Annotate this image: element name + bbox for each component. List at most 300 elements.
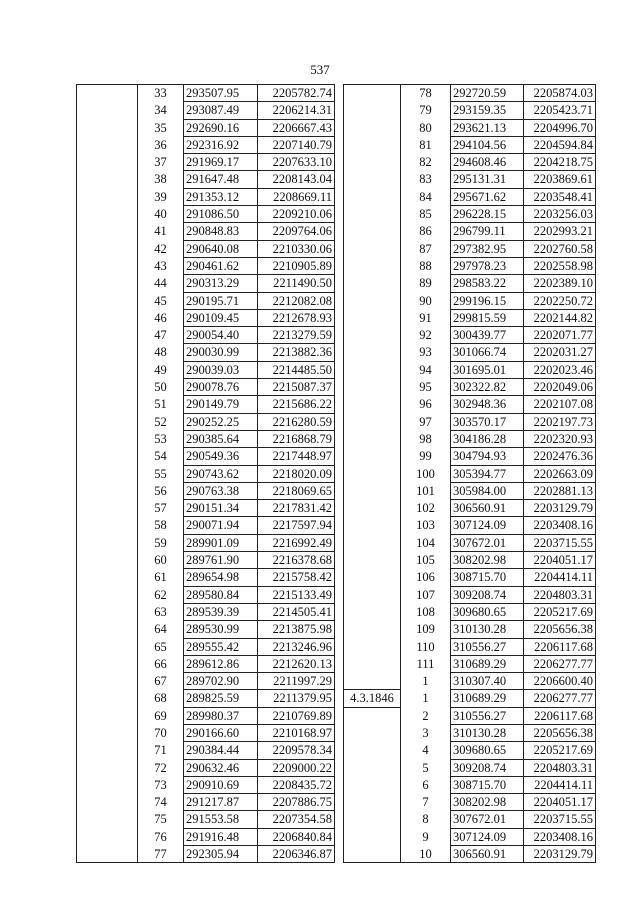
section-cell (77, 292, 138, 309)
point-number-cell: 39 (138, 188, 184, 205)
y-coordinate-cell: 2204996.70 (524, 119, 596, 136)
section-cell (344, 85, 401, 102)
point-number-cell: 2 (401, 707, 451, 724)
y-coordinate-cell: 2207354.58 (258, 811, 335, 828)
y-coordinate-cell: 2202476.36 (524, 448, 596, 465)
x-coordinate-cell: 290149.79 (184, 396, 258, 413)
table-row (77, 361, 335, 378)
y-coordinate-cell: 2217597.94 (258, 517, 335, 534)
x-coordinate-cell: 310689.29 (451, 655, 524, 672)
y-coordinate-cell: 2218020.09 (258, 465, 335, 482)
table-row (77, 223, 335, 240)
x-coordinate-cell: 295671.62 (451, 188, 524, 205)
table-row (344, 240, 596, 257)
table-row (344, 552, 596, 569)
x-coordinate-cell: 291916.48 (184, 828, 258, 845)
section-cell (344, 776, 401, 793)
section-cell (344, 136, 401, 153)
y-coordinate-cell: 2210330.06 (258, 240, 335, 257)
section-cell (77, 534, 138, 551)
point-number-cell: 67 (138, 673, 184, 690)
section-cell (77, 257, 138, 274)
section-cell (77, 136, 138, 153)
y-coordinate-cell: 2203129.79 (524, 500, 596, 517)
table-row (77, 586, 335, 603)
section-cell (77, 379, 138, 396)
point-number-cell: 107 (401, 586, 451, 603)
section-cell (77, 794, 138, 811)
table-row (77, 465, 335, 482)
table-row (344, 759, 596, 776)
y-coordinate-cell: 2206667.43 (258, 119, 335, 136)
point-number-cell: 103 (401, 517, 451, 534)
x-coordinate-cell: 290640.08 (184, 240, 258, 257)
table-row (77, 517, 335, 534)
table-row (344, 292, 596, 309)
section-cell (344, 673, 401, 690)
section-cell (344, 846, 401, 863)
section-cell (344, 586, 401, 603)
table-row (77, 136, 335, 153)
x-coordinate-cell: 310130.28 (451, 724, 524, 741)
section-cell (77, 413, 138, 430)
section-cell (344, 500, 401, 517)
table-row (344, 742, 596, 759)
y-coordinate-cell: 2216280.59 (258, 413, 335, 430)
point-number-cell: 64 (138, 621, 184, 638)
y-coordinate-cell: 2202071.77 (524, 327, 596, 344)
point-number-cell: 60 (138, 552, 184, 569)
x-coordinate-cell: 292690.16 (184, 119, 258, 136)
table-row (77, 430, 335, 447)
table-row (77, 396, 335, 413)
section-cell (344, 292, 401, 309)
y-coordinate-cell: 2204803.31 (524, 759, 596, 776)
section-cell (77, 154, 138, 171)
y-coordinate-cell: 2211997.29 (258, 673, 335, 690)
x-coordinate-cell: 310130.28 (451, 621, 524, 638)
x-coordinate-cell: 289825.59 (184, 690, 258, 707)
y-coordinate-cell: 2214505.41 (258, 603, 335, 620)
y-coordinate-cell: 2204594.84 (524, 136, 596, 153)
section-cell (344, 154, 401, 171)
section-cell (77, 206, 138, 223)
point-number-cell: 54 (138, 448, 184, 465)
y-coordinate-cell: 2209000.22 (258, 759, 335, 776)
section-cell (344, 794, 401, 811)
section-cell (77, 603, 138, 620)
y-coordinate-cell: 2207633.10 (258, 154, 335, 171)
table-row (344, 586, 596, 603)
x-coordinate-cell: 306560.91 (451, 500, 524, 517)
x-coordinate-cell: 289761.90 (184, 552, 258, 569)
y-coordinate-cell: 2212082.08 (258, 292, 335, 309)
point-number-cell: 101 (401, 482, 451, 499)
y-coordinate-cell: 2205874.03 (524, 85, 596, 102)
y-coordinate-cell: 2210769.89 (258, 707, 335, 724)
x-coordinate-cell: 309208.74 (451, 586, 524, 603)
y-coordinate-cell: 2203408.16 (524, 517, 596, 534)
section-cell (77, 742, 138, 759)
point-number-cell: 49 (138, 361, 184, 378)
section-cell (77, 240, 138, 257)
point-number-cell: 63 (138, 603, 184, 620)
table-row (344, 846, 596, 863)
page-number: 537 (310, 62, 330, 77)
section-cell (344, 465, 401, 482)
point-number-cell: 53 (138, 430, 184, 447)
y-coordinate-cell: 2212678.93 (258, 309, 335, 326)
y-coordinate-cell: 2202320.93 (524, 430, 596, 447)
section-cell (344, 413, 401, 430)
point-number-cell: 69 (138, 707, 184, 724)
x-coordinate-cell: 303570.17 (451, 413, 524, 430)
table-row (344, 534, 596, 551)
section-cell (77, 724, 138, 741)
x-coordinate-cell: 307124.09 (451, 517, 524, 534)
point-number-cell: 3 (401, 724, 451, 741)
x-coordinate-cell: 291647.48 (184, 171, 258, 188)
table-row (344, 655, 596, 672)
table-row (344, 707, 596, 724)
y-coordinate-cell: 2216378.68 (258, 552, 335, 569)
point-number-cell: 96 (401, 396, 451, 413)
section-cell (77, 344, 138, 361)
table-row (77, 309, 335, 326)
point-number-cell: 37 (138, 154, 184, 171)
x-coordinate-cell: 293087.49 (184, 102, 258, 119)
table-row (344, 638, 596, 655)
table-row (344, 102, 596, 119)
section-cell (77, 759, 138, 776)
section-cell (344, 621, 401, 638)
y-coordinate-cell: 2214485.50 (258, 361, 335, 378)
x-coordinate-cell: 307672.01 (451, 534, 524, 551)
x-coordinate-cell: 290461.62 (184, 257, 258, 274)
x-coordinate-cell: 290910.69 (184, 776, 258, 793)
x-coordinate-cell: 307672.01 (451, 811, 524, 828)
table-row (77, 828, 335, 845)
y-coordinate-cell: 2204414.11 (524, 569, 596, 586)
point-number-cell: 105 (401, 552, 451, 569)
table-row (77, 673, 335, 690)
y-coordinate-cell: 2204414.11 (524, 776, 596, 793)
table-row (77, 811, 335, 828)
table-row (344, 206, 596, 223)
y-coordinate-cell: 2208435.72 (258, 776, 335, 793)
point-number-cell: 45 (138, 292, 184, 309)
x-coordinate-cell: 299196.15 (451, 292, 524, 309)
point-number-cell: 110 (401, 638, 451, 655)
table-row (77, 776, 335, 793)
point-number-cell: 50 (138, 379, 184, 396)
table-row (77, 171, 335, 188)
table-row (344, 327, 596, 344)
x-coordinate-cell: 292720.59 (451, 85, 524, 102)
section-cell (77, 171, 138, 188)
section-cell (77, 846, 138, 863)
y-coordinate-cell: 2206277.77 (524, 655, 596, 672)
x-coordinate-cell: 290039.03 (184, 361, 258, 378)
point-number-cell: 1 (401, 690, 451, 707)
x-coordinate-cell: 310556.27 (451, 638, 524, 655)
table-row (77, 154, 335, 171)
section-cell (344, 603, 401, 620)
table-row (77, 724, 335, 741)
section-cell (344, 430, 401, 447)
section-cell (77, 707, 138, 724)
x-coordinate-cell: 290078.76 (184, 379, 258, 396)
x-coordinate-cell: 296799.11 (451, 223, 524, 240)
y-coordinate-cell: 2208143.04 (258, 171, 335, 188)
table-row (344, 223, 596, 240)
x-coordinate-cell: 291217.87 (184, 794, 258, 811)
section-cell (77, 673, 138, 690)
point-number-cell: 59 (138, 534, 184, 551)
x-coordinate-cell: 290252.25 (184, 413, 258, 430)
section-cell (344, 707, 401, 724)
section-cell (344, 171, 401, 188)
table-row (344, 776, 596, 793)
y-coordinate-cell: 2206277.77 (524, 690, 596, 707)
point-number-cell: 38 (138, 171, 184, 188)
x-coordinate-cell: 291086.50 (184, 206, 258, 223)
y-coordinate-cell: 2211490.50 (258, 275, 335, 292)
section-cell (344, 361, 401, 378)
table-row (77, 448, 335, 465)
table-row (77, 188, 335, 205)
section-cell (344, 223, 401, 240)
y-coordinate-cell: 2212620.13 (258, 655, 335, 672)
point-number-cell: 40 (138, 206, 184, 223)
table-row (77, 569, 335, 586)
table-row (344, 119, 596, 136)
y-coordinate-cell: 2206600.40 (524, 673, 596, 690)
y-coordinate-cell: 2218069.65 (258, 482, 335, 499)
section-cell (77, 638, 138, 655)
table-row (344, 309, 596, 326)
section-cell (344, 448, 401, 465)
table-row (77, 621, 335, 638)
point-number-cell: 41 (138, 223, 184, 240)
point-number-cell: 34 (138, 102, 184, 119)
section-cell (77, 102, 138, 119)
x-coordinate-cell: 289901.09 (184, 534, 258, 551)
table-row (344, 430, 596, 447)
point-number-cell: 109 (401, 621, 451, 638)
x-coordinate-cell: 290384.44 (184, 742, 258, 759)
y-coordinate-cell: 2202107.08 (524, 396, 596, 413)
point-number-cell: 85 (401, 206, 451, 223)
point-number-cell: 44 (138, 275, 184, 292)
x-coordinate-cell: 297382.95 (451, 240, 524, 257)
table-row (344, 257, 596, 274)
table-row (77, 327, 335, 344)
y-coordinate-cell: 2209578.34 (258, 742, 335, 759)
section-cell (77, 482, 138, 499)
y-coordinate-cell: 2205423.71 (524, 102, 596, 119)
y-coordinate-cell: 2203408.16 (524, 828, 596, 845)
table-row (77, 707, 335, 724)
section-cell (77, 517, 138, 534)
y-coordinate-cell: 2202993.21 (524, 223, 596, 240)
y-coordinate-cell: 2216868.79 (258, 430, 335, 447)
point-number-cell: 33 (138, 85, 184, 102)
point-number-cell: 74 (138, 794, 184, 811)
y-coordinate-cell: 2216992.49 (258, 534, 335, 551)
x-coordinate-cell: 309208.74 (451, 759, 524, 776)
x-coordinate-cell: 307124.09 (451, 828, 524, 845)
x-coordinate-cell: 302322.82 (451, 379, 524, 396)
point-number-cell: 65 (138, 638, 184, 655)
x-coordinate-cell: 290848.83 (184, 223, 258, 240)
table-row (344, 603, 596, 620)
section-cell (77, 85, 138, 102)
section-cell (344, 206, 401, 223)
point-number-cell: 52 (138, 413, 184, 430)
y-coordinate-cell: 2206840.84 (258, 828, 335, 845)
point-number-cell: 51 (138, 396, 184, 413)
y-coordinate-cell: 2203715.55 (524, 534, 596, 551)
coordinates-table-left (76, 84, 335, 863)
point-number-cell: 8 (401, 811, 451, 828)
point-number-cell: 73 (138, 776, 184, 793)
section-cell (77, 430, 138, 447)
point-number-cell: 68 (138, 690, 184, 707)
section-cell (77, 275, 138, 292)
y-coordinate-cell: 2203256.03 (524, 206, 596, 223)
section-cell (344, 517, 401, 534)
y-coordinate-cell: 2202197.73 (524, 413, 596, 430)
point-number-cell: 55 (138, 465, 184, 482)
x-coordinate-cell: 302948.36 (451, 396, 524, 413)
section-cell (344, 119, 401, 136)
point-number-cell: 102 (401, 500, 451, 517)
table-row (344, 465, 596, 482)
point-number-cell: 104 (401, 534, 451, 551)
point-number-cell: 97 (401, 413, 451, 430)
y-coordinate-cell: 2217448.97 (258, 448, 335, 465)
x-coordinate-cell: 290109.45 (184, 309, 258, 326)
x-coordinate-cell: 291553.58 (184, 811, 258, 828)
table-row (344, 811, 596, 828)
x-coordinate-cell: 310307.40 (451, 673, 524, 690)
table-row (344, 794, 596, 811)
section-cell (77, 396, 138, 413)
x-coordinate-cell: 291969.17 (184, 154, 258, 171)
point-number-cell: 86 (401, 223, 451, 240)
x-coordinate-cell: 304186.28 (451, 430, 524, 447)
point-number-cell: 57 (138, 500, 184, 517)
point-number-cell: 9 (401, 828, 451, 845)
table-row (77, 119, 335, 136)
x-coordinate-cell: 290166.60 (184, 724, 258, 741)
table-row (344, 136, 596, 153)
section-cell (344, 811, 401, 828)
table-row (344, 500, 596, 517)
x-coordinate-cell: 289539.39 (184, 603, 258, 620)
point-number-cell: 48 (138, 344, 184, 361)
y-coordinate-cell: 2202144.82 (524, 309, 596, 326)
y-coordinate-cell: 2202023.46 (524, 361, 596, 378)
section-cell (344, 534, 401, 551)
table-row (77, 500, 335, 517)
y-coordinate-cell: 2213882.36 (258, 344, 335, 361)
point-number-cell: 87 (401, 240, 451, 257)
table-row (77, 413, 335, 430)
y-coordinate-cell: 2207140.79 (258, 136, 335, 153)
y-coordinate-cell: 2202049.06 (524, 379, 596, 396)
y-coordinate-cell: 2203715.55 (524, 811, 596, 828)
table-row (344, 413, 596, 430)
x-coordinate-cell: 293159.35 (451, 102, 524, 119)
point-number-cell: 5 (401, 759, 451, 776)
point-number-cell: 79 (401, 102, 451, 119)
point-number-cell: 72 (138, 759, 184, 776)
x-coordinate-cell: 289530.99 (184, 621, 258, 638)
table-row (344, 448, 596, 465)
section-cell (77, 586, 138, 603)
table-row (77, 85, 335, 102)
x-coordinate-cell: 308715.70 (451, 569, 524, 586)
x-coordinate-cell: 301695.01 (451, 361, 524, 378)
point-number-cell: 35 (138, 119, 184, 136)
point-number-cell: 93 (401, 344, 451, 361)
section-cell (344, 569, 401, 586)
x-coordinate-cell: 289702.90 (184, 673, 258, 690)
point-number-cell: 76 (138, 828, 184, 845)
point-number-cell: 88 (401, 257, 451, 274)
point-number-cell: 94 (401, 361, 451, 378)
table-row (77, 102, 335, 119)
section-cell (77, 188, 138, 205)
y-coordinate-cell: 2202663.09 (524, 465, 596, 482)
table-row (77, 344, 335, 361)
section-cell (77, 448, 138, 465)
x-coordinate-cell: 310556.27 (451, 707, 524, 724)
y-coordinate-cell: 2209764.06 (258, 223, 335, 240)
y-coordinate-cell: 2202389.10 (524, 275, 596, 292)
point-number-cell: 84 (401, 188, 451, 205)
table-row (344, 344, 596, 361)
table-row (77, 206, 335, 223)
y-coordinate-cell: 2202031.27 (524, 344, 596, 361)
x-coordinate-cell: 309680.65 (451, 742, 524, 759)
section-cell (344, 240, 401, 257)
point-number-cell: 106 (401, 569, 451, 586)
point-number-cell: 82 (401, 154, 451, 171)
y-coordinate-cell: 2205656.38 (524, 621, 596, 638)
point-number-cell: 66 (138, 655, 184, 672)
x-coordinate-cell: 292316.92 (184, 136, 258, 153)
table-row (344, 517, 596, 534)
y-coordinate-cell: 2217831.42 (258, 500, 335, 517)
x-coordinate-cell: 299815.59 (451, 309, 524, 326)
section-cell (344, 188, 401, 205)
x-coordinate-cell: 309680.65 (451, 603, 524, 620)
y-coordinate-cell: 2215758.42 (258, 569, 335, 586)
point-number-cell: 90 (401, 292, 451, 309)
section-cell (344, 344, 401, 361)
point-number-cell: 92 (401, 327, 451, 344)
section-cell (344, 724, 401, 741)
x-coordinate-cell: 305984.00 (451, 482, 524, 499)
point-number-cell: 61 (138, 569, 184, 586)
x-coordinate-cell: 290030.99 (184, 344, 258, 361)
point-number-cell: 43 (138, 257, 184, 274)
table-row (77, 742, 335, 759)
table-row (344, 673, 596, 690)
